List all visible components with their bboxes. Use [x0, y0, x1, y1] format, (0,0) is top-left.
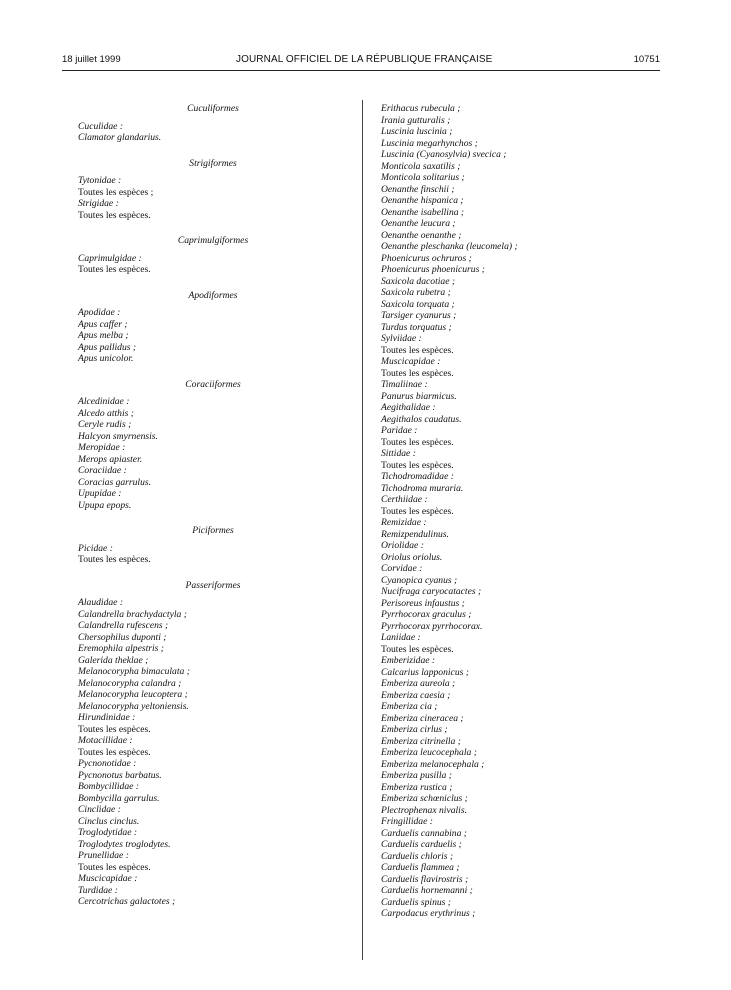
list-item-taxon: Carduelis hornemanni ;	[381, 885, 473, 896]
list-item-text: Toutes les espèces.	[78, 746, 151, 758]
section-title-apodiformes: Apodiformes	[188, 289, 238, 301]
list-item-taxon: Melanocorypha calandra ;	[78, 677, 182, 689]
list-item-taxon: Pycnonotidae :	[78, 758, 137, 769]
list-item-taxon: Caprimulgidae :	[78, 252, 142, 264]
list-item-taxon: Remizidae :	[381, 517, 427, 528]
list-item-taxon: Galerida theklae ;	[78, 654, 149, 666]
list-item-taxon: Carpodacus erythrinus ;	[381, 908, 476, 919]
list-item-taxon: Emberiza cirlus ;	[381, 724, 448, 735]
list-item-text: Toutes les espèces.	[381, 459, 454, 471]
list-item-taxon: Turdidae :	[78, 884, 118, 896]
list-item-taxon: Oriolidae :	[381, 540, 424, 551]
section-passeriformes	[78, 597, 348, 908]
list-item-taxon: Melanocorypha leucoptera ;	[78, 689, 188, 700]
list-item-taxon: Erithacus rubecula ;	[381, 103, 461, 114]
column-divider	[362, 100, 363, 960]
left-column	[78, 103, 348, 908]
list-item-taxon: Certhiidae :	[381, 494, 428, 505]
list-item-taxon: Luscinia megarhynchos ;	[381, 137, 478, 149]
list-item-taxon: Cercotrichas galactotes ;	[78, 896, 176, 907]
section-piciformes	[78, 543, 348, 566]
list-item-taxon: Oenanthe leucura ;	[381, 218, 456, 229]
list-item-taxon: Timaliinae :	[381, 379, 428, 390]
list-item-taxon: Oenanthe hispanica ;	[381, 195, 464, 206]
section-title-piciformes: Piciformes	[192, 525, 234, 536]
list-item-taxon: Prunellidae :	[78, 850, 129, 861]
list-item-taxon: Nucifraga caryocatactes ;	[381, 586, 482, 597]
section-cuculiformes	[78, 121, 348, 144]
list-item-taxon: Picidae :	[78, 542, 113, 554]
list-item-taxon: Calandrella rufescens ;	[78, 620, 169, 631]
list-item-taxon: Oenanthe oenanthe ;	[381, 229, 462, 241]
list-item-taxon: Emberiza melanocephala ;	[381, 758, 485, 770]
list-item-taxon: Fringillidae :	[381, 816, 433, 827]
section-apodiformes	[78, 307, 348, 365]
list-item-taxon: Motacillidae :	[78, 735, 133, 746]
list-item-taxon: Emberiza rustica ;	[381, 781, 453, 793]
list-item-taxon: Sittidae :	[381, 448, 416, 459]
list-item-taxon: Emberiza pusilla ;	[381, 770, 452, 781]
list-item-taxon: Melanocorypha bimaculata ;	[78, 666, 190, 677]
list-item-taxon: Pyrrhocorax pyrrhocorax.	[381, 620, 483, 632]
list-item-taxon: Panurus biarmicus.	[381, 390, 457, 402]
section-title-strigiformes: Strigiformes	[189, 157, 237, 169]
list-item-text: Toutes les espèces.	[78, 209, 151, 221]
list-item-taxon: Apodidae :	[78, 307, 121, 318]
list-item-taxon: Oenanthe pleschanka (leucomela) ;	[381, 241, 518, 252]
list-item-text: Toutes les espèces.	[381, 367, 454, 379]
list-item-taxon: Luscinia luscinia ;	[381, 126, 453, 137]
list-item-text: Toutes les espèces.	[381, 643, 454, 655]
list-item-taxon: Aegithalidae :	[381, 402, 436, 413]
list-item-taxon: Emberiza cia ;	[381, 701, 438, 712]
list-item-taxon: Upupidae :	[78, 488, 122, 499]
list-item-taxon: Melanocorypha yeltoniensis.	[78, 700, 189, 712]
list-item-taxon: Emberiza caesia ;	[381, 689, 451, 701]
section-coraciiformes	[78, 396, 348, 511]
list-item-taxon: Clamator glandarius.	[78, 132, 162, 143]
section-title-coraciiformes: Coraciiformes	[185, 378, 241, 390]
page-header	[62, 54, 660, 68]
list-item-taxon: Cinclus cinclus.	[78, 815, 140, 827]
header-page-number: 10751	[633, 54, 660, 65]
list-item-taxon: Apus unicolor.	[78, 353, 134, 364]
list-item-taxon: Apus pallidus ;	[78, 341, 137, 353]
list-item-taxon: Upupa epops.	[78, 499, 132, 511]
list-item-taxon: Carduelis chloris ;	[381, 850, 454, 862]
list-item-text: Toutes les espèces.	[381, 505, 454, 517]
section-right-list	[381, 103, 641, 920]
list-item-taxon: Carduelis spinus ;	[381, 896, 452, 908]
list-item-text: Toutes les espèces.	[78, 264, 151, 275]
list-item-taxon: Carduelis flavirostris ;	[381, 873, 469, 885]
list-item-taxon: Tichodroma muraria.	[381, 482, 464, 494]
list-item-taxon: Apus melba ;	[78, 330, 129, 341]
list-item-taxon: Carduelis cannabina ;	[381, 827, 467, 839]
list-item-taxon: Alcedo atthis ;	[78, 407, 134, 419]
list-item-taxon: Coraciidae :	[78, 465, 127, 476]
list-item-taxon: Remizpendulinus.	[381, 528, 449, 540]
right-column	[381, 103, 641, 920]
list-item-taxon: Strigidae :	[78, 198, 119, 209]
list-item-taxon: Phoenicurus phoenicurus ;	[381, 264, 485, 275]
list-item-taxon: Paridae :	[381, 425, 418, 436]
list-item-text: Toutes les espèces.	[78, 723, 151, 735]
list-item-taxon: Saxicola torquata ;	[381, 298, 455, 310]
list-item-taxon: Oriolus oriolus.	[381, 551, 443, 563]
list-item-taxon: Muscicapidae :	[78, 873, 138, 884]
list-item-taxon: Perisoreus infaustus ;	[381, 597, 465, 609]
list-item-taxon: Tytonidae :	[78, 175, 122, 186]
list-item-taxon: Merops apiaster.	[78, 453, 143, 465]
header-title: JOURNAL OFFICIEL DE LA RÉPUBLIQUE FRANÇAISE	[236, 54, 493, 65]
list-item-taxon: Eremophila alpestris ;	[78, 643, 164, 654]
header-date: 18 juillet 1999	[62, 54, 121, 65]
list-item-taxon: Saxicola rubetra ;	[381, 287, 451, 298]
list-item-taxon: Emberiza leucocephala ;	[381, 747, 477, 758]
list-item-taxon: Calandrella brachydactyla ;	[78, 608, 187, 620]
list-item-taxon: Meropidae :	[78, 442, 126, 453]
list-item-taxon: Bombycillidae :	[78, 781, 140, 792]
list-item-taxon: Tichodromadidae :	[381, 471, 454, 482]
list-item-taxon: Emberiza schœniclus ;	[381, 793, 468, 804]
list-item-taxon: Saxicola dacotiae ;	[381, 275, 456, 287]
list-item-taxon: Emberizidae :	[381, 655, 436, 666]
list-item-taxon: Cinclidae :	[78, 804, 121, 815]
list-item-taxon: Phoenicurus ochruros ;	[381, 252, 472, 264]
list-item-taxon: Chersophilus duponti ;	[78, 631, 167, 643]
list-item-taxon: Corvidae :	[381, 563, 423, 574]
list-item-taxon: Luscinia (Cyanosylvia) svecica ;	[381, 149, 507, 160]
list-item-text: Toutes les espèces.	[381, 344, 454, 356]
list-item-taxon: Oenanthe finschii ;	[381, 183, 455, 195]
list-item-taxon: Laniidae :	[381, 632, 421, 643]
list-item-taxon: Aegithalos caudatus.	[381, 413, 462, 425]
list-item-taxon: Plectrophenax nivalis.	[381, 804, 467, 816]
section-title-cuculiformes: Cuculiformes	[187, 103, 239, 114]
list-item-text: Toutes les espèces.	[381, 436, 454, 448]
list-item-text: Toutes les espèces ;	[78, 186, 154, 198]
list-item-taxon: Ceryle rudis ;	[78, 419, 132, 430]
list-item-taxon: Cyanopica cyanus ;	[381, 574, 458, 586]
section-title-caprimulgiformes: Caprimulgiformes	[177, 235, 249, 246]
section-caprimulgiformes	[78, 253, 348, 276]
list-item-taxon: Carduelis flammea ;	[381, 862, 460, 873]
list-item-taxon: Calcarius lapponicus ;	[381, 666, 469, 678]
list-item-taxon: Emberiza aureola ;	[381, 678, 456, 689]
list-item-taxon: Pycnonotus barbatus.	[78, 769, 162, 781]
list-item-taxon: Monticola saxatilis ;	[381, 160, 461, 172]
list-item-taxon: Sylviidae :	[381, 333, 422, 344]
list-item-taxon: Halcyon smyrnensis.	[78, 430, 158, 442]
list-item-taxon: Alcedinidae :	[78, 396, 130, 407]
list-item-taxon: Oenanthe isabellina ;	[381, 206, 465, 218]
list-item-taxon: Bombycilla garrulus.	[78, 792, 160, 804]
section-title-passeriformes: Passeriformes	[185, 579, 241, 591]
list-item-taxon: Apus caffer ;	[78, 318, 128, 330]
list-item-taxon: Troglodytidae :	[78, 827, 138, 838]
list-item-taxon: Carduelis carduelis ;	[381, 839, 462, 850]
list-item-taxon: Troglodytes troglodytes.	[78, 838, 171, 850]
list-item-taxon: Cuculidae :	[78, 120, 124, 132]
list-item-taxon: Alaudidae :	[78, 597, 124, 608]
list-item-taxon: Emberiza cineracea ;	[381, 712, 464, 724]
list-item-taxon: Pyrrhocorax graculus ;	[381, 609, 472, 620]
list-item-taxon: Muscicapidae :	[381, 356, 441, 367]
list-item-taxon: Hirundinidae :	[78, 712, 136, 723]
list-item-taxon: Coracias garrulus.	[78, 476, 152, 488]
list-item-taxon: Turdus torquatus ;	[381, 321, 452, 333]
header-rule	[62, 70, 660, 71]
list-item-text: Toutes les espèces.	[78, 554, 151, 565]
list-item-text: Toutes les espèces.	[78, 861, 151, 873]
section-strigiformes	[78, 175, 348, 221]
list-item-taxon: Irania gutturalis ;	[381, 114, 451, 126]
list-item-taxon: Tarsiger cyanurus ;	[381, 310, 457, 321]
list-item-taxon: Monticola solitarius ;	[381, 172, 465, 183]
list-item-taxon: Emberiza citrinella ;	[381, 735, 461, 747]
